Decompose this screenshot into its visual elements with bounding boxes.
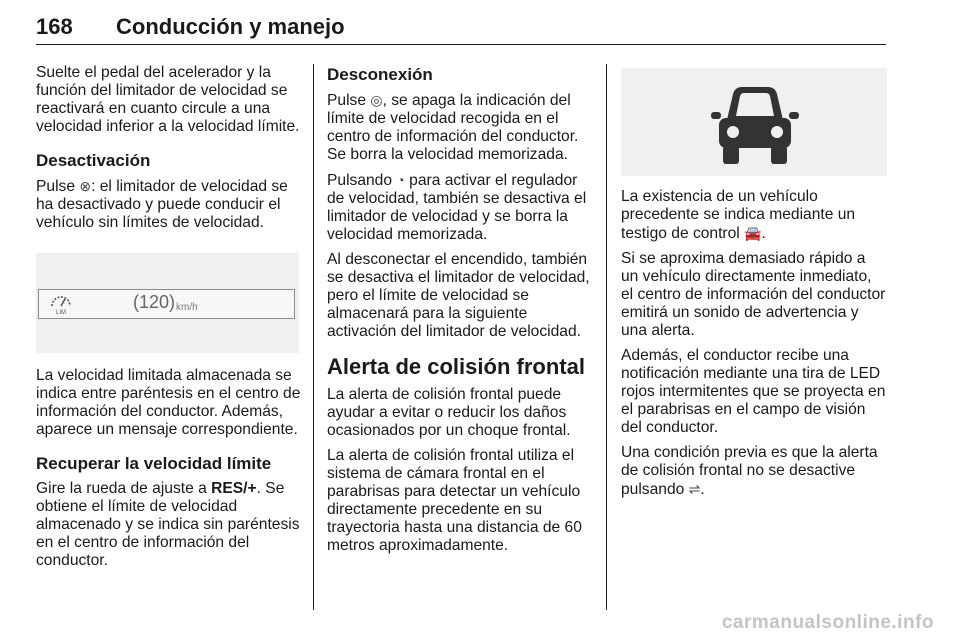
paragraph: Suelte el pedal del acelerador y la función del limitador de velocidad se reactivará en cuanto circule a una velocidad inferior a la velocidad límite. xyxy=(36,64,300,135)
paragraph: Pulse ◎, se apaga la indicación del límite de velocidad recogida en el centro de información del conductor. Se borra la velocidad memorizada. xyxy=(327,92,579,163)
heading-disconnect: Desconexión xyxy=(327,65,433,84)
paragraph: Gire la rueda de ajuste a RES/+. Se obtiene el límite de velocidad almacenado y se indica sin paréntesis en el centro de información del conductor. xyxy=(36,480,300,569)
column-middle xyxy=(327,64,593,562)
paragraph: Además, el conductor recibe una notificación mediante una tira de LED rojos intermitentes que se proyecta en el parabrisas en el campo de visión del conductor. xyxy=(621,347,886,436)
page-number: 168 xyxy=(36,14,73,39)
heading-recover-speed: Recuperar la velocidad límite xyxy=(36,454,272,473)
res-plus-label: RES/+ xyxy=(211,480,257,497)
lim-label: LIM xyxy=(55,310,67,315)
vehicle-indicator-icon: 🚘 xyxy=(744,225,762,241)
heading-deactivation: Desactivación xyxy=(36,151,151,170)
column-divider xyxy=(313,64,314,610)
watermark: carmanualsonline.info xyxy=(721,612,934,633)
speed-limiter-icon: ◎ xyxy=(370,92,383,108)
column-left xyxy=(36,64,301,577)
paragraph: Si se aproxima demasiado rápido a un vehículo directamente inmediato, el centro de información del conductor emitirá un sonido de advertencia y una alerta. xyxy=(621,250,886,339)
speed-limit-display-figure xyxy=(36,253,299,353)
column-divider xyxy=(606,64,607,610)
paragraph: La alerta de colisión frontal puede ayudar a evitar o reducir los daños ocasionados por un choque frontal. xyxy=(327,386,571,439)
paragraph: Una condición previa es que la alerta de colisión frontal no se desactive pulsando ⇌. xyxy=(621,444,878,498)
paragraph: Pulse ⊗: el limitador de velocidad se ha desactivado y puede conducir el vehículo sin límites de velocidad. xyxy=(36,178,288,231)
page-header xyxy=(36,10,886,45)
paragraph: La existencia de un vehículo precedente se indica mediante un testigo de control 🚘. xyxy=(621,188,856,242)
speed-limiter-off-icon: ⊗ xyxy=(79,178,92,194)
speed-unit: km/h xyxy=(176,302,198,313)
paragraph: Al desconectar el encendido, también se desactiva el limitador de velocidad, pero el límite de velocidad se almacenará para la siguiente activación del limitador de velocidad. xyxy=(327,251,590,340)
stored-speed-value: (120) xyxy=(133,292,176,312)
column-right xyxy=(621,68,887,506)
paragraph: La velocidad limitada almacenada se indica entre paréntesis en el centro de información del conductor. Además, aparece un mensaje correspondiente. xyxy=(36,367,301,438)
vehicle-ahead-figure xyxy=(621,68,887,176)
paragraph: La alerta de colisión frontal utiliza el sistema de cámara frontal en el parabrisas para detectar un vehículo directamente precedente en su trayectoria hasta una distancia de 60 metros aproximadamente. xyxy=(327,447,582,554)
speed-limit-display xyxy=(38,289,295,319)
heading-forward-collision-alert: Alerta de colisión frontal xyxy=(327,354,585,379)
vehicle-ahead-icon xyxy=(705,72,805,172)
speed-limiter-gauge-icon xyxy=(49,293,73,315)
page-title: Conducción y manejo xyxy=(116,14,345,39)
cruise-control-icon: ◔ xyxy=(396,172,405,188)
paragraph: Pulsando ◔ para activar el regulador de velocidad, también se desactiva el limitador de velocidad y se borra la velocidad memorizada. xyxy=(327,172,587,243)
collision-alert-button-icon: ⇌ xyxy=(688,481,701,497)
